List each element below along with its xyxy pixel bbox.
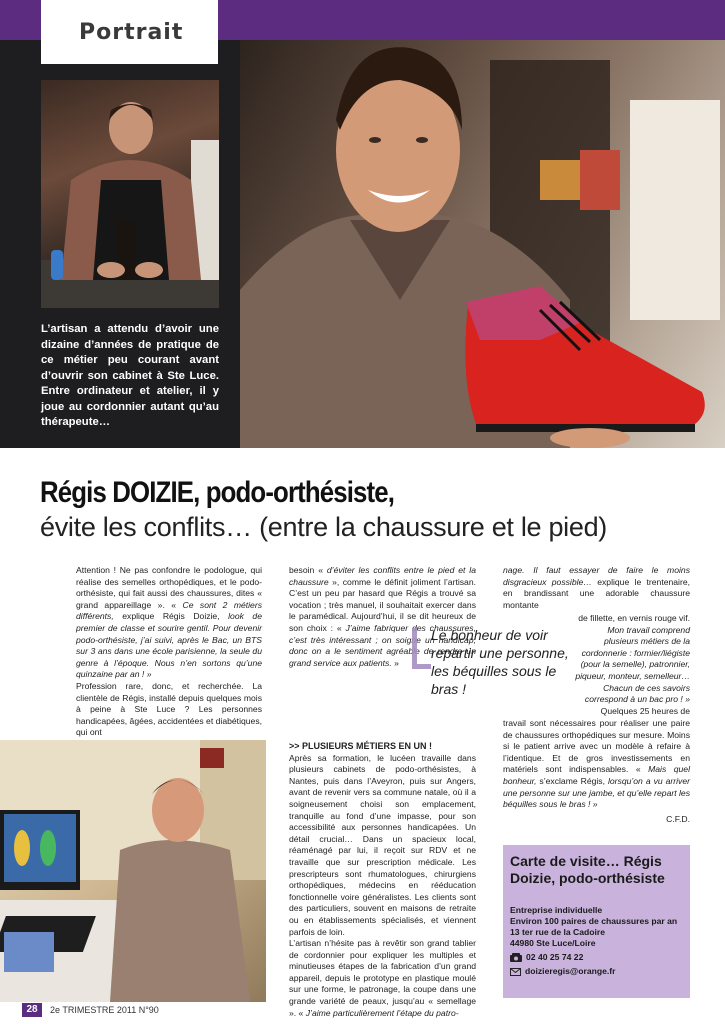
col3-emphasis: nage. Il faut essayer de faire le moins disgracieux possible…: [503, 565, 690, 587]
section-label: Portrait: [79, 20, 184, 45]
article-column-2-continued: [289, 741, 476, 1019]
article-subtitle: évite les conflits… (entre la chaussure et le pied): [40, 512, 607, 542]
col1-emphasis: Ce sont 2 métiers différents,: [76, 599, 262, 622]
issue-label: 2e TRIMESTRE 2011 N°90: [50, 1005, 159, 1015]
office-computer-photo: [0, 740, 266, 1002]
col2-emphasis: d’éviter les conflits entre le pied et la chaussure: [289, 565, 476, 587]
business-card-title: Carte de visite… Régis Doizie, podo-orthésiste: [510, 853, 665, 886]
article-column-3: [503, 565, 690, 611]
col3-emphasis: lorsqu’on a vu arriver une personne sur une jambe, et qu’elle repart les béquilles sous le bras ! »: [503, 775, 690, 810]
col1-emphasis: look de premier de classe et sourire gentil. Pour devenir podo-orthésiste, j’ai suivi, après le Bac, un BTS sur 3 ans dans une école parisienne, la seule du genre à l’époque. Nous n’en sortons qu’une quinzaine par an ! »: [76, 611, 262, 680]
col2-text: », comme le définit joliment l’artisan. C’est un peu par hasard que Régis a trouvé sa vocation ; très manuel, il souhaitait exercer dans le paramédical. Aujourd’hui, il se dit heureux de son choix : «: [289, 576, 476, 633]
card-email: doizieregis@orange.fr: [525, 966, 616, 976]
business-card: [503, 845, 690, 998]
business-card-details: [510, 905, 686, 977]
phone-icon: [510, 953, 522, 962]
card-email-row: [510, 966, 686, 977]
card-line: 13 ter rue de la Cadoire: [510, 927, 606, 937]
col3-text: explique le trentenaire, en brandissant une adorable chaussure montante: [503, 576, 690, 610]
col2-emphasis: J’aime particulièrement l’étape du patro-: [305, 1007, 459, 1018]
pull-quote-text: Le bonheur de voir repartir une personne, les béquilles sous le bras !: [431, 627, 569, 697]
article-column-3-continued: [503, 718, 690, 825]
card-phone-row: [510, 952, 686, 963]
article-title: Régis DOIZIE, podo-orthésiste,: [40, 476, 395, 509]
page-number: 28: [22, 1003, 42, 1017]
col3-text: s’exclame Régis,: [536, 775, 605, 786]
card-line: Environ 100 paires de chaussures par an: [510, 916, 678, 926]
col3-text: de fillette, en vernis rouge vif.: [578, 613, 690, 623]
card-phone: 02 40 25 74 22: [526, 952, 584, 962]
artisan-workbench-photo: [41, 80, 219, 308]
photo-caption: L’artisan a attendu d’avoir une dizaine d’années de pratique de ce métier peu courant avant d’ouvrir son cabinet à Ste Luce. Entre ordinateur et atelier, il y joue au cordonnier autant qu’au thérapeute…: [41, 323, 219, 428]
col3-emphasis: Mon travail comprend plusieurs métiers de la cordonnerie : formier/liégiste (pour la semelle), patronnier, piqueur, monteur, semelleur… Chacun de ces savoirs correspond à un bac pro ! »: [575, 624, 690, 705]
col1-text: explique Régis Doizie,: [113, 611, 220, 622]
col2-text: besoin «: [289, 565, 327, 575]
article-column-3-right: [503, 613, 690, 717]
envelope-icon: [510, 968, 521, 976]
col1-text: Attention ! Ne pas confondre le podologue, qui réalise des semelles orthopédiques, et le podo-orthésiste, qui fait aussi des chaussures, dites « grand appareillage ». «: [76, 565, 262, 610]
card-line: 44980 Ste Luce/Loire: [510, 938, 596, 948]
col2-text: L’artisan n’hésite pas à revêtir son grand tablier de cordonnier pour expliquer les multiples et minutieuses étapes de la fabrication d’un grand appareil, depuis le prototype en plastique moulé sur une forme, le patronage, la coupe dans une grande variété de peaux, jusqu’au « semellage ». «: [289, 938, 476, 1018]
col3-text: travail sont nécessaires pour réaliser une paire de chaussures orthopédiques sur mesure. Moins si le patient arrive avec un modèle à refaire à l’identique. Et de gros investissements en matériels sont indispensables. «: [503, 718, 690, 775]
col3-emphasis: Mais quel bonheur,: [503, 764, 690, 786]
section-tab: [41, 0, 218, 64]
card-line: Entreprise individuelle: [510, 905, 603, 915]
section-heading: >> PLUSIEURS MÉTIERS EN UN !: [289, 741, 433, 751]
col2-paragraph: Après sa formation, le lucéen travaille dans plusieurs cabinets de podo-orthésistes, à Nantes, puis dans l’Aveyron, puis sur Angers, avant de revenir vers sa commune natale, où il a soigneusement choisi son emplacement, tranquille au fond d’une impasse, pour son accessibilité aux personnes handicapées. Un détail crucial… Dans un spacieux local, réaménagé par lui, il reçoit sur RDV et ne travaille que sur prescription médicale. Les prescripteurs sont rhumatologues, chirurgiens orthopédiques, médecins en rééducation fonctionnelle voire généralistes. Les clients sont des particuliers, souvent en maisons de retraite ou en établissements spécialisés, et viennent parfois de loin.: [289, 752, 476, 937]
article-column-1: [76, 565, 262, 739]
col1-paragraph: Profession rare, donc, et recherchée. La clientèle de Régis, installé depuis quelques mois à peine à Ste Luce ? Les personnes handicapées, âgées, accidentées et diabétiques, qui ont: [76, 680, 262, 738]
regis-holding-shoe-photo: [240, 40, 725, 448]
signature: C.F.D.: [666, 813, 690, 824]
col3-text: Quelques 25 heures de: [600, 705, 690, 716]
col2-text: »: [391, 657, 399, 668]
col2-quote: J’aime fabriquer des chaussures, c’est très intéressant ; on soigne un handicap, donc on a le sentiment agréable de rendre un grand service aux patients.: [289, 622, 476, 668]
